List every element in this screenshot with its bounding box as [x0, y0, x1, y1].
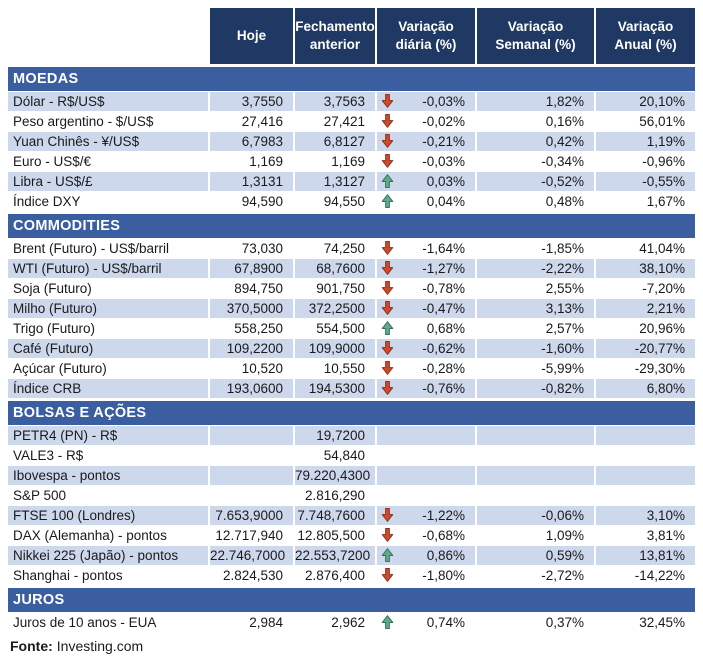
cell-variacao-diaria: [375, 92, 475, 111]
cell-fechamento-anterior: 554,500: [293, 319, 375, 338]
cell-hoje: 1,169: [208, 152, 293, 171]
cell-variacao-semanal: -1,85%: [475, 239, 594, 258]
variacao-diaria-value: -1,27%: [422, 261, 465, 276]
arrow-down-icon: [380, 153, 395, 169]
cell-variacao-semanal: -2,22%: [475, 259, 594, 278]
variacao-diaria-value: 0,86%: [426, 548, 465, 563]
table-row: [8, 339, 695, 358]
variacao-diaria-value: -0,02%: [422, 114, 465, 129]
cell-variacao-semanal: 1,09%: [475, 526, 594, 545]
cell-variacao-semanal: -5,99%: [475, 359, 594, 378]
row-label: Índice CRB: [8, 379, 208, 398]
row-label: Açúcar (Futuro): [8, 359, 208, 378]
variacao-diaria-value: -0,78%: [422, 281, 465, 296]
arrow-down-icon: [380, 300, 395, 316]
cell-variacao-semanal: [475, 446, 594, 465]
cell-hoje: 2.824,530: [208, 566, 293, 585]
arrow-down-icon: [380, 260, 395, 276]
arrow-up-icon: [380, 193, 395, 209]
cell-variacao-semanal: 2,55%: [475, 279, 594, 298]
cell-fechamento-anterior: 27,421: [293, 112, 375, 131]
row-label: Café (Futuro): [8, 339, 208, 358]
cell-hoje: [208, 486, 293, 505]
cell-variacao-semanal: -0,06%: [475, 506, 594, 525]
cell-hoje: 6,7983: [208, 132, 293, 151]
cell-variacao-anual: 20,96%: [594, 319, 695, 338]
cell-fechamento-anterior: 94,550: [293, 192, 375, 211]
table-row: [8, 172, 695, 191]
cell-variacao-anual: [594, 466, 695, 485]
column-header-variacao-diaria: Variação diária (%): [375, 8, 475, 64]
arrow-down-icon: [380, 360, 395, 376]
cell-variacao-semanal: -0,82%: [475, 379, 594, 398]
cell-variacao-anual: 56,01%: [594, 112, 695, 131]
table-row: [8, 613, 695, 632]
table-row: [8, 319, 695, 338]
cell-variacao-semanal: 0,48%: [475, 192, 594, 211]
table-row: [8, 92, 695, 111]
table-row: [8, 299, 695, 318]
arrow-up-icon: [380, 320, 395, 336]
cell-variacao-anual: 38,10%: [594, 259, 695, 278]
cell-fechamento-anterior: 2,962: [293, 613, 375, 632]
cell-variacao-semanal: [475, 466, 594, 485]
cell-hoje: 109,2200: [208, 339, 293, 358]
cell-fechamento-anterior: 68,7600: [293, 259, 375, 278]
cell-hoje: 10,520: [208, 359, 293, 378]
source-label: Fonte:: [10, 638, 53, 654]
cell-variacao-anual: -0,55%: [594, 172, 695, 191]
arrow-down-icon: [380, 380, 395, 396]
variacao-diaria-value: 0,03%: [426, 174, 465, 189]
cell-variacao-anual: -20,77%: [594, 339, 695, 358]
section-header-juros: JUROS: [8, 588, 695, 612]
variacao-diaria-value: -0,76%: [422, 381, 465, 396]
table-row: [8, 379, 695, 398]
cell-hoje: [208, 466, 293, 485]
cell-variacao-semanal: 2,57%: [475, 319, 594, 338]
arrow-down-icon: [380, 527, 395, 543]
cell-fechamento-anterior: 74,250: [293, 239, 375, 258]
source-note: [8, 638, 695, 654]
cell-fechamento-anterior: 6,8127: [293, 132, 375, 151]
cell-hoje: 67,8900: [208, 259, 293, 278]
cell-hoje: 2,984: [208, 613, 293, 632]
variacao-diaria-value: -1,64%: [422, 241, 465, 256]
cell-hoje: 27,416: [208, 112, 293, 131]
cell-variacao-semanal: -2,72%: [475, 566, 594, 585]
table-row: [8, 486, 695, 505]
variacao-diaria-value: -0,62%: [422, 341, 465, 356]
cell-hoje: 7.653,9000: [208, 506, 293, 525]
row-label: DAX (Alemanha) - pontos: [8, 526, 208, 545]
variacao-diaria-value: -0,03%: [422, 154, 465, 169]
row-label: Milho (Futuro): [8, 299, 208, 318]
table-row: [8, 259, 695, 278]
cell-variacao-semanal: [475, 426, 594, 445]
cell-variacao-anual: 1,19%: [594, 132, 695, 151]
variacao-diaria-value: 0,68%: [426, 321, 465, 336]
column-header-fechamento: Fechamento anterior: [293, 8, 375, 64]
cell-hoje: [208, 446, 293, 465]
arrow-down-icon: [380, 133, 395, 149]
row-label: Peso argentino - $/US$: [8, 112, 208, 131]
table-row: [8, 132, 695, 151]
variacao-diaria-value: -1,80%: [422, 568, 465, 583]
column-header-variacao-anual: Variação Anual (%): [594, 8, 695, 64]
cell-variacao-diaria: [375, 506, 475, 525]
cell-variacao-diaria: [375, 339, 475, 358]
row-label: VALE3 - R$: [8, 446, 208, 465]
cell-variacao-semanal: 0,37%: [475, 613, 594, 632]
cell-variacao-diaria: [375, 446, 475, 465]
table-row: [8, 359, 695, 378]
cell-variacao-anual: 13,81%: [594, 546, 695, 565]
cell-variacao-anual: 2,21%: [594, 299, 695, 318]
row-label: S&P 500: [8, 486, 208, 505]
cell-fechamento-anterior: 54,840: [293, 446, 375, 465]
row-label: Trigo (Futuro): [8, 319, 208, 338]
table-body: [8, 67, 695, 632]
variacao-diaria-value: -1,22%: [422, 508, 465, 523]
cell-variacao-diaria: [375, 319, 475, 338]
section-header-bolsas-e-a-es: BOLSAS E AÇÕES: [8, 401, 695, 425]
cell-variacao-anual: -0,96%: [594, 152, 695, 171]
cell-variacao-diaria: [375, 613, 475, 632]
cell-hoje: 193,0600: [208, 379, 293, 398]
cell-variacao-anual: [594, 426, 695, 445]
row-label: Ibovespa - pontos: [8, 466, 208, 485]
cell-variacao-diaria: [375, 566, 475, 585]
cell-variacao-anual: 41,04%: [594, 239, 695, 258]
row-label: Euro - US$/€: [8, 152, 208, 171]
cell-fechamento-anterior: 194,5300: [293, 379, 375, 398]
cell-variacao-anual: -7,20%: [594, 279, 695, 298]
cell-variacao-semanal: -1,60%: [475, 339, 594, 358]
cell-variacao-semanal: 0,16%: [475, 112, 594, 131]
row-label: Soja (Futuro): [8, 279, 208, 298]
cell-hoje: 370,5000: [208, 299, 293, 318]
table-row: [8, 239, 695, 258]
row-label: Libra - US$/£: [8, 172, 208, 191]
arrow-up-icon: [380, 173, 395, 189]
cell-variacao-diaria: [375, 172, 475, 191]
row-label: Brent (Futuro) - US$/barril: [8, 239, 208, 258]
table-row: [8, 426, 695, 445]
cell-variacao-anual: 6,80%: [594, 379, 695, 398]
table-row: [8, 466, 695, 485]
cell-variacao-semanal: -0,34%: [475, 152, 594, 171]
cell-variacao-diaria: [375, 486, 475, 505]
row-label: Yuan Chinês - ¥/US$: [8, 132, 208, 151]
cell-variacao-diaria: [375, 279, 475, 298]
cell-hoje: [208, 426, 293, 445]
arrow-down-icon: [380, 93, 395, 109]
cell-variacao-anual: [594, 486, 695, 505]
cell-fechamento-anterior: 12.805,500: [293, 526, 375, 545]
variacao-diaria-value: -0,03%: [422, 94, 465, 109]
cell-variacao-anual: 20,10%: [594, 92, 695, 111]
row-label: WTI (Futuro) - US$/barril: [8, 259, 208, 278]
cell-variacao-diaria: [375, 526, 475, 545]
cell-hoje: 894,750: [208, 279, 293, 298]
cell-hoje: 12.717,940: [208, 526, 293, 545]
source-value: Investing.com: [56, 638, 144, 654]
cell-fechamento-anterior: 19,7200: [293, 426, 375, 445]
cell-variacao-diaria: [375, 359, 475, 378]
row-label: Nikkei 225 (Japão) - pontos: [8, 546, 208, 565]
variacao-diaria-value: -0,28%: [422, 361, 465, 376]
cell-fechamento-anterior: 2.876,400: [293, 566, 375, 585]
arrow-down-icon: [380, 567, 395, 583]
cell-variacao-diaria: [375, 112, 475, 131]
cell-fechamento-anterior: 1,169: [293, 152, 375, 171]
table-row: [8, 546, 695, 565]
cell-variacao-anual: 32,45%: [594, 613, 695, 632]
table-row: [8, 506, 695, 525]
cell-variacao-semanal: -0,52%: [475, 172, 594, 191]
cell-variacao-diaria: [375, 426, 475, 445]
cell-fechamento-anterior: 3,7563: [293, 92, 375, 111]
cell-variacao-diaria: [375, 132, 475, 151]
cell-variacao-anual: -14,22%: [594, 566, 695, 585]
column-header-hoje: Hoje: [208, 8, 293, 64]
cell-hoje: 3,7550: [208, 92, 293, 111]
row-label: Dólar - R$/US$: [8, 92, 208, 111]
cell-variacao-anual: -29,30%: [594, 359, 695, 378]
cell-variacao-semanal: 3,13%: [475, 299, 594, 318]
arrow-up-icon: [380, 614, 395, 630]
variacao-diaria-value: 0,74%: [426, 615, 465, 630]
cell-variacao-diaria: [375, 546, 475, 565]
cell-variacao-semanal: 0,42%: [475, 132, 594, 151]
arrow-up-icon: [380, 547, 395, 563]
table-header: [8, 8, 695, 64]
section-header-commodities: COMMODITIES: [8, 214, 695, 238]
cell-fechamento-anterior: 10,550: [293, 359, 375, 378]
cell-variacao-anual: [594, 446, 695, 465]
arrow-down-icon: [380, 113, 395, 129]
table-row: [8, 566, 695, 585]
row-label: FTSE 100 (Londres): [8, 506, 208, 525]
row-label: PETR4 (PN) - R$: [8, 426, 208, 445]
cell-variacao-diaria: [375, 239, 475, 258]
cell-variacao-anual: 3,81%: [594, 526, 695, 545]
arrow-down-icon: [380, 240, 395, 256]
table-row: [8, 112, 695, 131]
cell-hoje: 558,250: [208, 319, 293, 338]
table-row: [8, 526, 695, 545]
cell-fechamento-anterior: 7.748,7600: [293, 506, 375, 525]
table-row: [8, 446, 695, 465]
cell-hoje: 73,030: [208, 239, 293, 258]
cell-variacao-diaria: [375, 379, 475, 398]
variacao-diaria-value: -0,21%: [422, 134, 465, 149]
cell-fechamento-anterior: 109,9000: [293, 339, 375, 358]
cell-hoje: 1,3131: [208, 172, 293, 191]
cell-variacao-diaria: [375, 152, 475, 171]
section-header-moedas: MOEDAS: [8, 67, 695, 91]
cell-variacao-anual: 3,10%: [594, 506, 695, 525]
variacao-diaria-value: 0,04%: [426, 194, 465, 209]
cell-hoje: 94,590: [208, 192, 293, 211]
cell-variacao-anual: 1,67%: [594, 192, 695, 211]
corner-spacer: [8, 8, 208, 64]
arrow-down-icon: [380, 340, 395, 356]
cell-variacao-diaria: [375, 192, 475, 211]
cell-variacao-semanal: [475, 486, 594, 505]
variacao-diaria-value: -0,47%: [422, 301, 465, 316]
cell-variacao-diaria: [375, 299, 475, 318]
cell-variacao-diaria: [375, 259, 475, 278]
variacao-diaria-value: -0,68%: [422, 528, 465, 543]
cell-variacao-semanal: 1,82%: [475, 92, 594, 111]
row-label: Shanghai - pontos: [8, 566, 208, 585]
row-label: Índice DXY: [8, 192, 208, 211]
cell-variacao-diaria: [375, 466, 475, 485]
cell-fechamento-anterior: 372,2500: [293, 299, 375, 318]
cell-fechamento-anterior: 901,750: [293, 279, 375, 298]
table-row: [8, 279, 695, 298]
arrow-down-icon: [380, 507, 395, 523]
table-row: [8, 192, 695, 211]
cell-fechamento-anterior: 1,3127: [293, 172, 375, 191]
cell-hoje: 22.746,7000: [208, 546, 293, 565]
table-row: [8, 152, 695, 171]
cell-fechamento-anterior: 79.220,4300: [293, 466, 375, 485]
cell-variacao-semanal: 0,59%: [475, 546, 594, 565]
cell-fechamento-anterior: 22.553,7200: [293, 546, 375, 565]
arrow-down-icon: [380, 280, 395, 296]
column-header-variacao-semanal: Variação Semanal (%): [475, 8, 594, 64]
cell-fechamento-anterior: 2.816,290: [293, 486, 375, 505]
row-label: Juros de 10 anos - EUA: [8, 613, 208, 632]
